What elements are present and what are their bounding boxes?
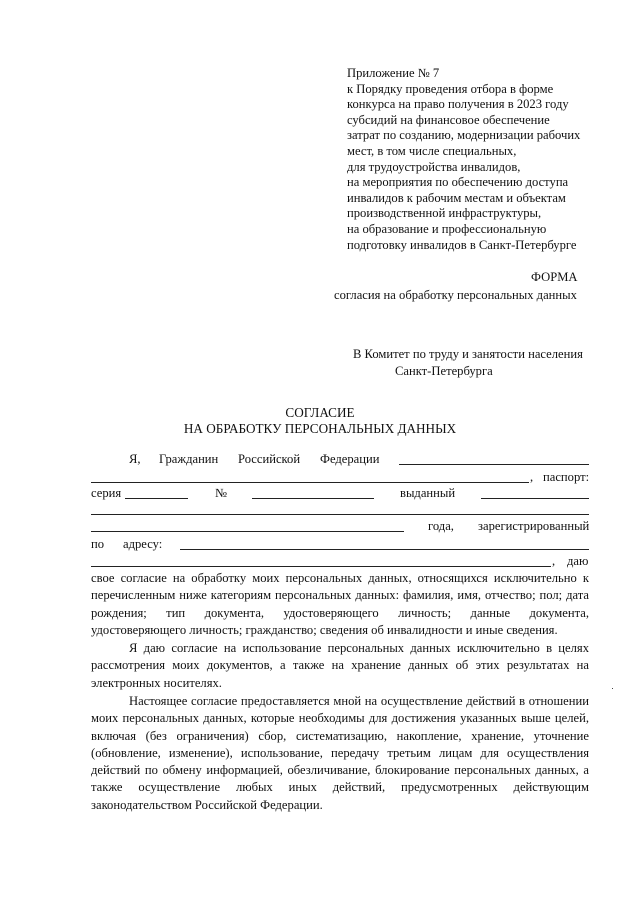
comma-label: , bbox=[530, 470, 534, 484]
issued-field-2[interactable] bbox=[91, 514, 589, 515]
consent-paragraph-3 bbox=[91, 693, 589, 814]
appendix-block bbox=[347, 66, 580, 253]
citizen-word-2: Российской bbox=[238, 452, 301, 466]
appendix-line: подготовку инвалидов в Санкт-Петербурге bbox=[347, 237, 577, 252]
year-label: года, bbox=[428, 519, 454, 533]
appendix-line: затрат по созданию, модернизации рабочих bbox=[347, 128, 581, 143]
at-label: по bbox=[91, 537, 105, 551]
ya-label: Я, bbox=[129, 452, 141, 466]
doc-title-line1: СОГЛАСИЕ bbox=[285, 405, 355, 420]
appendix-line: субсидий на финансовое обеспечение bbox=[347, 112, 550, 127]
appendix-line: на образование и профессиональную bbox=[347, 221, 547, 236]
doc-title-line2: НА ОБРАБОТКУ ПЕРСОНАЛЬНЫХ ДАННЫХ bbox=[183, 421, 457, 436]
address-field-2[interactable] bbox=[91, 566, 551, 567]
issued-field-1[interactable] bbox=[481, 498, 589, 499]
consent-paragraph-1 bbox=[91, 570, 589, 639]
appendix-line: для трудоустройства инвалидов, bbox=[347, 159, 521, 174]
addressee-line2: Санкт-Петербурга bbox=[395, 364, 493, 378]
series-label: серия bbox=[91, 486, 122, 500]
comma-label-2: , bbox=[552, 554, 556, 568]
passport-label: паспорт: bbox=[543, 470, 590, 484]
form-subtitle: согласия на обработку персональных данных bbox=[334, 288, 577, 302]
appendix-line: инвалидов к рабочим местам и объектам bbox=[347, 190, 566, 205]
address-label: адресу: bbox=[123, 537, 163, 551]
appendix-line: на мероприятия по обеспечению доступа bbox=[347, 175, 569, 190]
fio-field-line-1[interactable] bbox=[399, 464, 589, 465]
consent-paragraph-2 bbox=[91, 640, 589, 692]
appendix-line: конкурса на право получения в 2023 году bbox=[347, 97, 569, 112]
appendix-line: Приложение № 7 bbox=[347, 66, 440, 80]
issued-label: выданный bbox=[400, 486, 456, 500]
citizen-word-3: Федерации bbox=[320, 452, 380, 466]
form-label: ФОРМА bbox=[531, 270, 578, 284]
address-field-1[interactable] bbox=[180, 549, 589, 550]
citizen-word-1: Гражданин bbox=[159, 452, 219, 466]
give-label: даю bbox=[567, 554, 589, 568]
number-field[interactable] bbox=[252, 498, 374, 499]
addressee-line1: В Комитет по труду и занятости населения bbox=[353, 347, 583, 361]
issued-date-field[interactable] bbox=[91, 531, 404, 532]
registered-label: зарегистрированный bbox=[478, 519, 590, 533]
consent-text-1: свое согласие на обработку моих персональных данных, относящихся исключительно к перечисленным ниже категориям персональных данных: фамилия, имя, отчество; пол; дата рождения; тип документа, удостоверяющего личность; данные документа, удостоверяющего личность; гражданство; сведения об инвалидности и иные сведения. bbox=[91, 571, 589, 637]
scan-speck bbox=[612, 688, 613, 689]
number-label: № bbox=[215, 486, 228, 500]
consent-text-2: Я даю согласие на использование персональных данных исключительно в целях рассмотрения моих документов, а также на хранение данных об этих результатах на электронных носителях. bbox=[91, 641, 589, 690]
appendix-line: мест, в том числе специальных, bbox=[347, 143, 517, 158]
appendix-line: к Порядку проведения отбора в форме bbox=[347, 81, 554, 96]
appendix-line: производственной инфраструктуры, bbox=[347, 206, 542, 221]
fio-field-line-2[interactable] bbox=[91, 482, 529, 483]
consent-text-3: Настоящее согласие предоставляется мной на осуществление действий в отношении моих персональных данных, которые необходимы для достижения указанных выше целей, включая (без ограничения) сбор, систематизацию, накопление, хранение, уточнение (обновление, изменение), использование, передачу третьим лицам для осуществления действий по обмену информацией, обезличивание, блокирование персональных данных, а также осуществление любых иных действий, предусмотренных действующим законодательством Российской Федерации. bbox=[91, 694, 589, 812]
series-field[interactable] bbox=[125, 498, 188, 499]
form-row-citizen bbox=[91, 452, 589, 468]
